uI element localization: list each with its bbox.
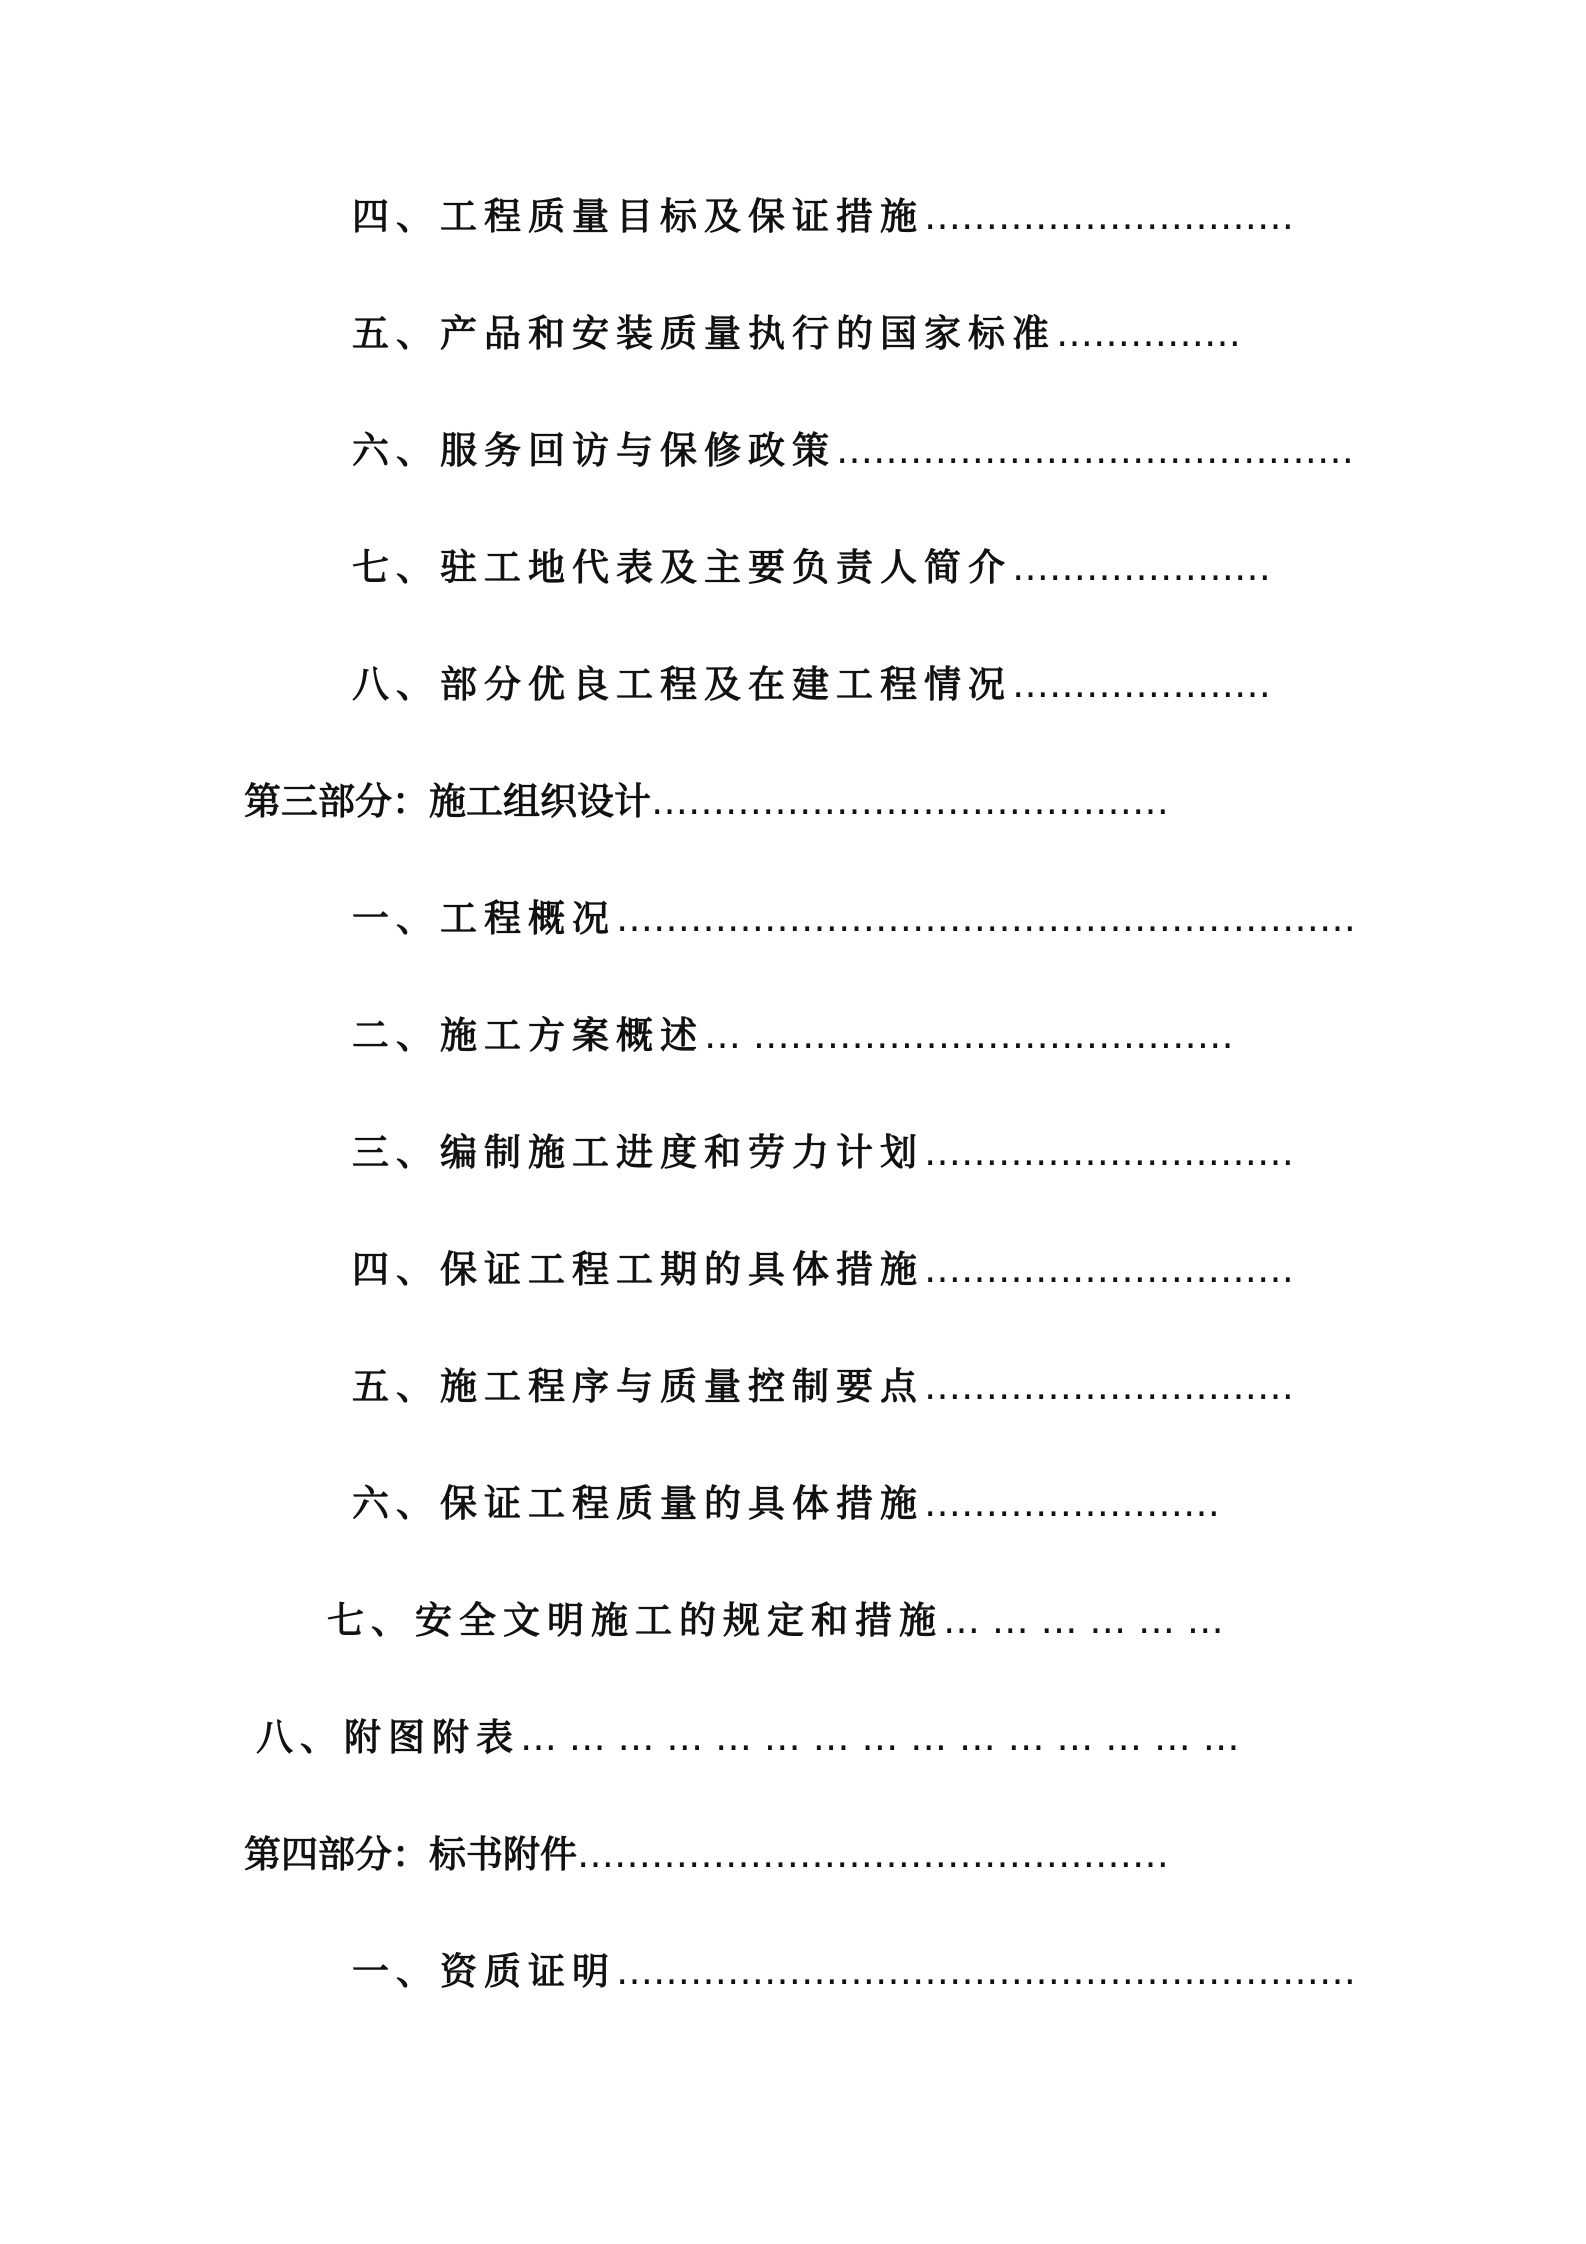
toc-entry-title: 八、部分优良工程及在建工程情况	[352, 663, 1012, 706]
toc-part-title: 第三部分：施工组织设计	[244, 780, 651, 823]
toc-entry-4-duration-measures[interactable]	[352, 1245, 1294, 1295]
toc-entry-title: 三、编制施工进度和劳力计划	[352, 1131, 924, 1174]
toc-leader-dots: …………………………………………	[577, 1833, 1169, 1876]
toc-leader-dots: ……………………………………	[651, 780, 1169, 823]
toc-entry-title: 五、施工程序与质量控制要点	[352, 1365, 924, 1408]
toc-leader-dots: …………………………	[924, 1365, 1294, 1408]
toc-entry-title: 六、保证工程质量的具体措施	[352, 1482, 924, 1525]
toc-leader-dots: …………………	[1012, 663, 1271, 706]
toc-leader-dots: … …………………………………	[704, 1014, 1234, 1057]
toc-part-4-heading[interactable]	[244, 1830, 1169, 1880]
toc-entry-title: 四、保证工程工期的具体措施	[352, 1248, 924, 1291]
toc-entry-title: 八、附图附表	[256, 1716, 520, 1759]
toc-entry-8-projects[interactable]	[352, 660, 1271, 710]
toc-entry-5-quality-control[interactable]	[352, 1362, 1294, 1412]
toc-leader-dots: ……………	[1056, 312, 1241, 355]
toc-entry-title: 一、资质证明	[352, 1950, 616, 1993]
toc-leader-dots: … … … … … …	[943, 1599, 1224, 1642]
toc-entry-6-service-warranty[interactable]	[352, 426, 1354, 476]
toc-entry-title: 一、工程概况	[352, 897, 616, 940]
toc-part-3-heading[interactable]	[244, 777, 1169, 827]
toc-entry-title: 五、产品和安装质量执行的国家标准	[352, 312, 1056, 355]
toc-entry-title: 七、驻工地代表及主要负责人简介	[352, 546, 1012, 589]
toc-entry-title: 七、安全文明施工的规定和措施	[327, 1599, 943, 1642]
toc-leader-dots: … … … … … … … … … … … … … … …	[520, 1716, 1240, 1759]
toc-leader-dots: ……………………………………	[836, 429, 1354, 472]
toc-entry-title: 二、施工方案概述	[352, 1014, 704, 1057]
toc-entry-6-quality-measures[interactable]	[352, 1479, 1220, 1529]
toc-leader-dots: …………………………	[924, 1131, 1294, 1174]
toc-entry-7-safety[interactable]	[327, 1596, 1224, 1646]
toc-entry-5-national-standards[interactable]	[352, 309, 1241, 359]
toc-entry-4-quality-goals[interactable]	[352, 192, 1294, 242]
toc-entry-8-appendix[interactable]	[256, 1713, 1240, 1763]
toc-entry-title: 六、服务回访与保修政策	[352, 429, 836, 472]
toc-leader-dots: …………………	[1012, 546, 1271, 589]
toc-leader-dots: ……………………………………………………	[616, 897, 1356, 940]
toc-leader-dots: ……………………………………………………	[616, 1950, 1356, 1993]
toc-entry-title: 四、工程质量目标及保证措施	[352, 195, 924, 238]
toc-entry-2-plan-summary[interactable]	[352, 1011, 1234, 1061]
toc-entry-1-qualification[interactable]	[352, 1947, 1356, 1997]
toc-entry-3-schedule[interactable]	[352, 1128, 1294, 1178]
toc-entry-1-overview[interactable]	[352, 894, 1356, 944]
toc-entry-7-site-representative[interactable]	[352, 543, 1271, 593]
toc-part-title: 第四部分：标书附件	[244, 1833, 577, 1876]
toc-leader-dots: …………………………	[924, 1248, 1294, 1291]
toc-leader-dots: …………………………	[924, 195, 1294, 238]
toc-leader-dots: ……………………	[924, 1482, 1220, 1525]
